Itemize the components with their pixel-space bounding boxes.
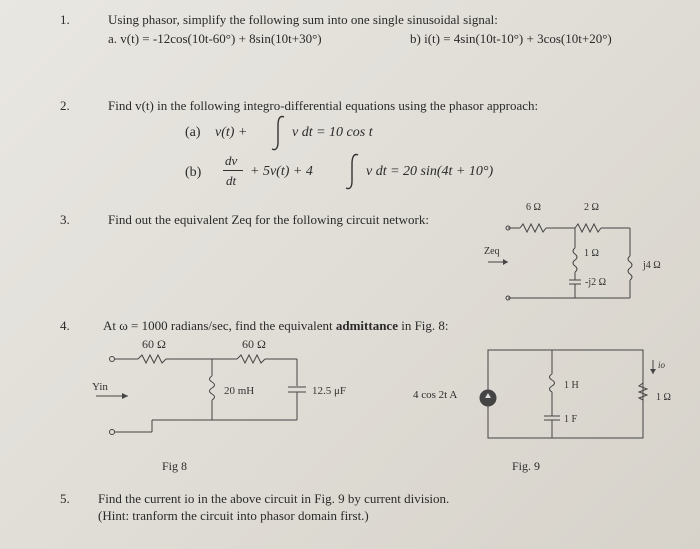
q4-prompt-post: in Fig. 8: bbox=[397, 318, 449, 333]
q2-eq-a-right: v dt = 10 cos t bbox=[292, 125, 373, 140]
integral-sign-b bbox=[344, 152, 362, 192]
q5-number: 5. bbox=[60, 491, 70, 506]
q2-eq-b-num: dv bbox=[225, 153, 238, 168]
fig9-resistor-label: 1 Ω bbox=[656, 392, 671, 403]
q2-eq-b-den: dt bbox=[226, 173, 237, 188]
q3-r1-label: 6 Ω bbox=[526, 202, 541, 213]
q3-r2-label: 2 Ω bbox=[584, 202, 599, 213]
fraction-bar bbox=[223, 170, 243, 171]
q2-eq-a-label: (a) bbox=[185, 125, 201, 140]
q3-number: 3. bbox=[60, 212, 70, 227]
fig9-capacitor-label: 1 F bbox=[564, 414, 578, 425]
q4-prompt-bold: admittance bbox=[335, 318, 398, 333]
integral-sign-a bbox=[270, 114, 288, 152]
fig8-inductor-label: 20 mH bbox=[224, 385, 255, 397]
fig8-circuit bbox=[92, 332, 392, 442]
fig9-inductor-label: 1 H bbox=[564, 380, 579, 391]
fig9-source-label: 4 cos 2t A bbox=[413, 389, 458, 401]
q2-prompt: Find v(t) in the following integro-differential equations using the phasor approach: bbox=[108, 98, 539, 113]
q1-part-a: a. v(t) = -12cos(10t-60°) + 8sin(10t+30°) bbox=[108, 31, 322, 46]
q1-prompt: Using phasor, simplify the following sum into one single sinusoidal signal: bbox=[108, 12, 498, 27]
q2-eq-b-mid: + 5v(t) + 4 bbox=[250, 164, 313, 179]
q4-prompt-pre: At ω = 1000 radians/sec, find the equivalent bbox=[103, 318, 336, 333]
fig8-r2-label: 60 Ω bbox=[242, 337, 266, 351]
q3-zeq-label: Zeq bbox=[484, 246, 500, 257]
q2-number: 2. bbox=[60, 98, 70, 113]
q5-line1: Find the current io in the above circuit in Fig. 9 by current division. bbox=[98, 491, 450, 506]
q3-l2-label: j4 Ω bbox=[643, 260, 661, 271]
fig9-current-label: io bbox=[658, 360, 666, 370]
fig8-label: Fig 8 bbox=[162, 459, 188, 473]
q2-eq-b-right: v dt = 20 sin(4t + 10°) bbox=[366, 164, 494, 179]
fig8-r1-label: 60 Ω bbox=[142, 337, 166, 351]
q3-l1-label: 1 Ω bbox=[584, 248, 599, 259]
q2-eq-b-label: (b) bbox=[185, 165, 202, 180]
q3-prompt: Find out the equivalent Zeq for the following circuit network: bbox=[108, 212, 429, 227]
fig9-circuit bbox=[472, 338, 682, 448]
q3-circuit bbox=[480, 196, 695, 306]
fig8-capacitor-label: 12.5 μF bbox=[312, 385, 347, 397]
q2-eq-a-left: v(t) + bbox=[215, 125, 248, 140]
q4-number: 4. bbox=[60, 318, 70, 333]
q3-c1-label: -j2 Ω bbox=[585, 277, 607, 288]
fig9-label: Fig. 9 bbox=[512, 459, 541, 473]
fig8-yin-label: Yin bbox=[92, 381, 108, 393]
q1-number: 1. bbox=[60, 12, 70, 27]
q5-line2: (Hint: tranform the circuit into phasor domain first.) bbox=[98, 508, 369, 523]
q1-part-b: b) i(t) = 4sin(10t-10°) + 3cos(10t+20°) bbox=[410, 31, 612, 46]
